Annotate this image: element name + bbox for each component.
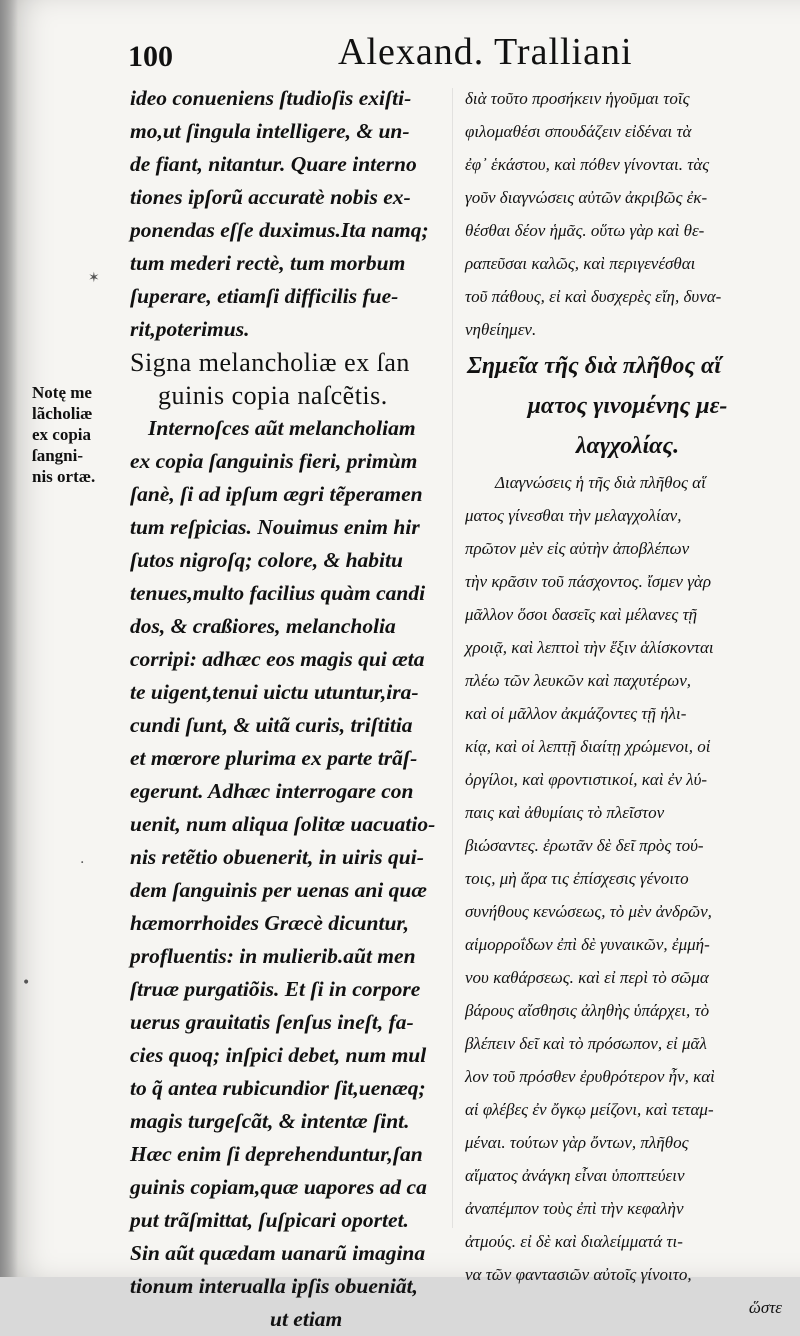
latin-line: guinis copiam,quæ uapores ad ca	[130, 1175, 427, 1199]
latin-line: ideo conueniens ſtudioſis exiſti-	[130, 86, 412, 110]
latin-line: cies quoq; inſpici debet, num mul	[130, 1043, 427, 1067]
margin-note-line: lãcholiæ	[32, 404, 93, 423]
greek-section-heading: ματος γινομένης με-	[527, 393, 728, 419]
latin-line: ſanè, ſi ad ipſum ægri tẽperamen	[130, 482, 423, 506]
greek-line: αἱμορροΐδων ἐπὶ δὲ γυναικῶν, ἐμμή-	[465, 935, 710, 954]
greek-line: μᾶλλον ὅσοι δασεῖς καὶ μέλανες τῇ	[465, 605, 698, 624]
greek-line: Διαγνώσεις ἡ τῆς διὰ πλῆθος αἵ	[495, 473, 706, 492]
greek-line: πρῶτον μὲν εἰς αὐτὴν ἀποβλέπων	[465, 539, 690, 558]
greek-line: συνήθους κενώσεως, τὸ μὲν ἀνδρῶν,	[465, 902, 712, 921]
latin-line: mo,ut ſingula intelligere, & un-	[130, 119, 410, 143]
greek-line: κίᾳ, καὶ οἱ λεπτῇ διαίτῃ χρώμενοι, οἱ	[465, 737, 711, 756]
latin-line: uerus grauitatis ſenſus ineſt, fa-	[130, 1010, 414, 1034]
greek-catchword: ὥστε	[748, 1298, 782, 1317]
greek-line: μέναι. τούτων γὰρ ὄντων, πλῆθος	[465, 1133, 689, 1152]
greek-line: χροιᾷ, καὶ λεπτοὶ τὴν ἕξιν ἁλίσκονται	[465, 638, 714, 657]
greek-line: θέσθαι δέον ἡμᾶς. οὕτω γὰρ καὶ θε-	[465, 221, 705, 240]
latin-line: cundi ſunt, & uitã curis, triſtitia	[130, 713, 413, 737]
latin-line: magis turgeſcãt, & intentæ ſint.	[130, 1109, 410, 1133]
greek-line: αἵματος ἀνάγκη εἶναι ὑποπτεύειν	[465, 1166, 685, 1185]
latin-line: hæmorrhoides Græcè dicuntur,	[130, 911, 409, 935]
greek-line: διὰ τοῦτο προσήκειν ἡγοῦμαι τοῖς	[465, 89, 690, 108]
latin-catch-line: ut etiam	[270, 1307, 343, 1331]
margin-note	[32, 382, 127, 487]
latin-line: et mœrore plurima ex parte trãſ-	[130, 746, 418, 770]
latin-line: put trãſmittat, ſuſpicari oportet.	[130, 1208, 409, 1232]
latin-line: uenit, num aliqua ſolitæ uacuatio-	[130, 812, 436, 836]
running-title: Alexand. Tralliani	[338, 31, 633, 73]
greek-line: καὶ οἱ μᾶλλον ἀκμάζοντες τῇ ἡλι-	[465, 704, 687, 723]
greek-line: να τῶν φαντασιῶν αὐτοῖς γίνοιτο,	[465, 1265, 692, 1284]
latin-line: te uigent,tenui uictu utuntur,ira-	[130, 680, 419, 704]
greek-line: νηθείημεν.	[465, 320, 537, 339]
greek-line: αἱ φλέβες ἐν ὄγκῳ μείζονι, καὶ τεταμ-	[465, 1100, 714, 1119]
latin-line: tum reſpicias. Nouimus enim hir	[130, 515, 420, 539]
margin-note-line: Notę me	[32, 383, 92, 402]
greek-line: βάρους αἴσθησις ἀληθὴς ὑπάρχει, τὸ	[465, 1001, 710, 1020]
latin-line: dem ſanguinis per uenas ani quæ	[130, 878, 427, 902]
latin-line: Hæc enim ſi deprehenduntur,ſan	[130, 1142, 423, 1166]
latin-line: de fiant, nitantur. Quare interno	[130, 152, 417, 176]
latin-line: ſtruæ purgatiõis. Et ſi in corpore	[130, 977, 421, 1001]
greek-section-heading: λαγχολίας.	[575, 433, 680, 459]
margin-dot-mark: ✶	[88, 270, 100, 286]
greek-line: τοις, μὴ ἄρα τις ἐπίσχεσις γένοιτο	[465, 869, 689, 888]
latin-line: corripi: adhæc eos magis qui æta	[130, 647, 425, 671]
greek-line: ἐφ᾽ ἑκάστου, καὶ πόθεν γίνονται. τὰς	[465, 155, 710, 174]
greek-line: βλέπειν δεῖ καὶ τὸ πρόσωπον, εἰ μᾶλ	[465, 1034, 707, 1053]
greek-line: ἀτμούς. εἰ δὲ καὶ διαλείμματά τι-	[465, 1232, 683, 1251]
latin-line: ponendas eſſe duximus.Ita namq;	[130, 218, 429, 242]
latin-line: Sin aũt quædam uanarũ imagina	[130, 1241, 426, 1265]
latin-line: dos, & craßiores, melancholia	[130, 614, 396, 638]
greek-line: τοῦ πάθους, εἰ καὶ δυσχερὲς εἴη, δυνα-	[465, 287, 722, 306]
latin-line: rit,poterimus.	[130, 317, 250, 341]
latin-line: tionum interualla ipſis obueniãt,	[130, 1274, 418, 1298]
greek-line: ραπεῦσαι καλῶς, καὶ περιγενέσθαι	[465, 254, 696, 273]
greek-line: ἀναπέμπον τοὺς ἐπὶ τὴν κεφαλὴν	[465, 1199, 684, 1218]
latin-line: Internoſces aũt melancholiam	[148, 416, 416, 440]
greek-column	[465, 82, 790, 1324]
greek-line: ὀργίλοι, καὶ φροντιστικοί, καὶ ἐν λύ-	[465, 770, 708, 789]
latin-line: nis retẽtio obuenerit, in uiris qui-	[130, 845, 424, 869]
margin-note-line: ſangni-	[32, 446, 84, 465]
column-divider	[452, 88, 453, 1228]
gutter-shadow	[0, 0, 18, 1277]
latin-line: to q̃ antea rubicundior ſit,uenæq;	[130, 1076, 426, 1100]
greek-section-heading: Σημεῖα τῆς διὰ πλῆθος αἵ	[467, 353, 721, 379]
greek-line: παις καὶ ἀθυμίαις τὸ πλεῖστον	[465, 803, 665, 822]
latin-line: egerunt. Adhæc interrogare con	[130, 779, 414, 803]
latin-line: ſutos nigroſq; colore, & habitu	[130, 548, 403, 572]
latin-section-heading: Signa melancholiæ ex ſan	[130, 348, 410, 377]
margin-dot-mark: •	[22, 975, 31, 991]
latin-line: tum mederi rectè, tum morbum	[130, 251, 406, 275]
latin-line: ex copia ſanguinis fieri, primùm	[130, 449, 418, 473]
greek-line: φιλομαθέσι σπουδάζειν εἰδέναι τὰ	[465, 122, 692, 141]
greek-line: τὴν κρᾶσιν τοῦ πάσχοντος. ἴσμεν γὰρ	[465, 572, 711, 591]
margin-dot-mark: ·	[80, 855, 85, 871]
greek-line: νου καθάρσεως. καὶ εἰ περὶ τὸ σῶμα	[465, 968, 709, 987]
greek-line: βιώσαντες. ἐρωτᾶν δὲ δεῖ πρὸς τού-	[465, 836, 704, 855]
page-number: 100	[128, 40, 173, 73]
greek-line: λον τοῦ πρόσθεν ἐρυθρότερον ἦν, καὶ	[465, 1067, 715, 1086]
latin-line: ſuperare, etiamſi difficilis fue-	[130, 284, 399, 308]
latin-line: tiones ipſorũ accuratè nobis ex-	[130, 185, 411, 209]
latin-line: tenues,multo facilius quàm candi	[130, 581, 426, 605]
greek-line: πλέω τῶν λευκῶν καὶ παχυτέρων,	[465, 671, 692, 690]
latin-section-heading: guinis copia naſcẽtis.	[158, 381, 388, 410]
margin-note-line: ex copia	[32, 425, 92, 444]
greek-line: ματος γίνεσθαι τὴν μελαγχολίαν,	[465, 506, 682, 525]
latin-column	[130, 82, 448, 1336]
margin-note-line: nis ortæ.	[32, 467, 96, 486]
latin-line: profluentis: in mulierib.aũt men	[130, 944, 416, 968]
greek-line: γοῦν διαγνώσεις αὐτῶν ἀκριβῶς ἐκ-	[465, 188, 708, 207]
page-header	[128, 30, 778, 86]
